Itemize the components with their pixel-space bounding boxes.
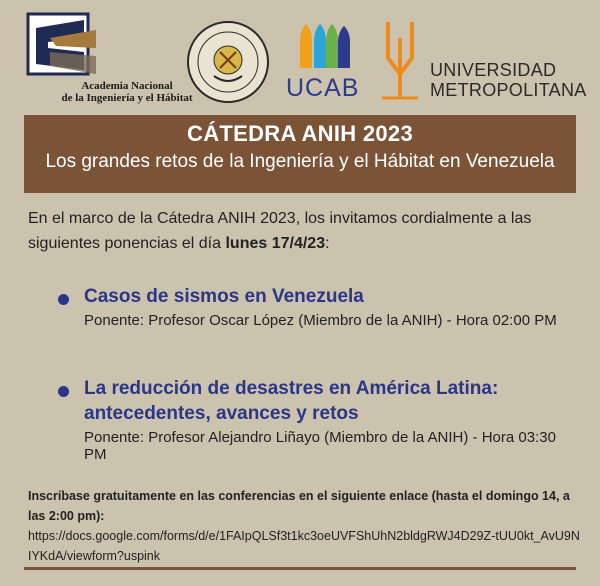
logo-bar [0, 0, 600, 110]
talk-title: La reducción de desastres en América Latina: antecedentes, avances y retos [84, 378, 499, 424]
ucab-flame-icon [296, 20, 352, 70]
bullet-icon [58, 386, 69, 397]
talk-item [58, 376, 578, 463]
unimet-line2: METROPOLITANA [430, 80, 587, 100]
intro-text: En el marco de la Cátedra ANIH 2023, los invitamos cordialmente a las siguientes ponencias el día [28, 210, 532, 252]
unimet-line1: UNIVERSIDAD [430, 60, 557, 80]
ucab-logo-text: UCAB [286, 74, 360, 102]
bottom-divider [24, 567, 576, 570]
anih-logo-icon [26, 8, 102, 84]
intro-suffix: : [325, 235, 330, 252]
registration-note: Inscríbase gratuitamente en las conferencias en el siguiente enlace (hasta el domingo 14, a las 2:00 pm): [28, 489, 570, 523]
talk-item [58, 284, 578, 329]
banner-title: CÁTEDRA ANIH 2023 [187, 121, 413, 146]
intro-date: lunes 17/4/23 [225, 235, 326, 252]
talk-speaker: Ponente: Profesor Oscar López (Miembro de la ANIH) - Hora 02:00 PM [84, 312, 557, 329]
talk-speaker: Ponente: Profesor Alejandro Liñayo (Miembro de la ANIH) - Hora 03:30 PM [84, 429, 556, 463]
anih-line2: de la Ingeniería y el Hábitat [61, 92, 193, 104]
unimet-logo-text [430, 60, 587, 100]
title-banner [24, 115, 576, 193]
anih-line1: Academia Nacional [81, 80, 173, 92]
banner-subtitle: Los grandes retos de la Ingeniería y el Hábitat en Venezuela [45, 151, 555, 172]
intro-paragraph [28, 206, 580, 256]
registration-link[interactable]: https://docs.google.com/forms/d/e/1FAIpQLSf3t1kc3oeUVFShUhN2bldgRWJ4D29Z-tUU0kt_AvU9NIYKdA/viewform?uspink [28, 529, 580, 563]
talk-title: Casos de sismos en Venezuela [84, 286, 364, 307]
registration-section [28, 486, 580, 566]
bullet-icon [58, 294, 69, 305]
unimet-tower-icon [380, 18, 420, 102]
ucv-seal-icon [186, 20, 270, 104]
anih-logo-text [52, 80, 202, 104]
